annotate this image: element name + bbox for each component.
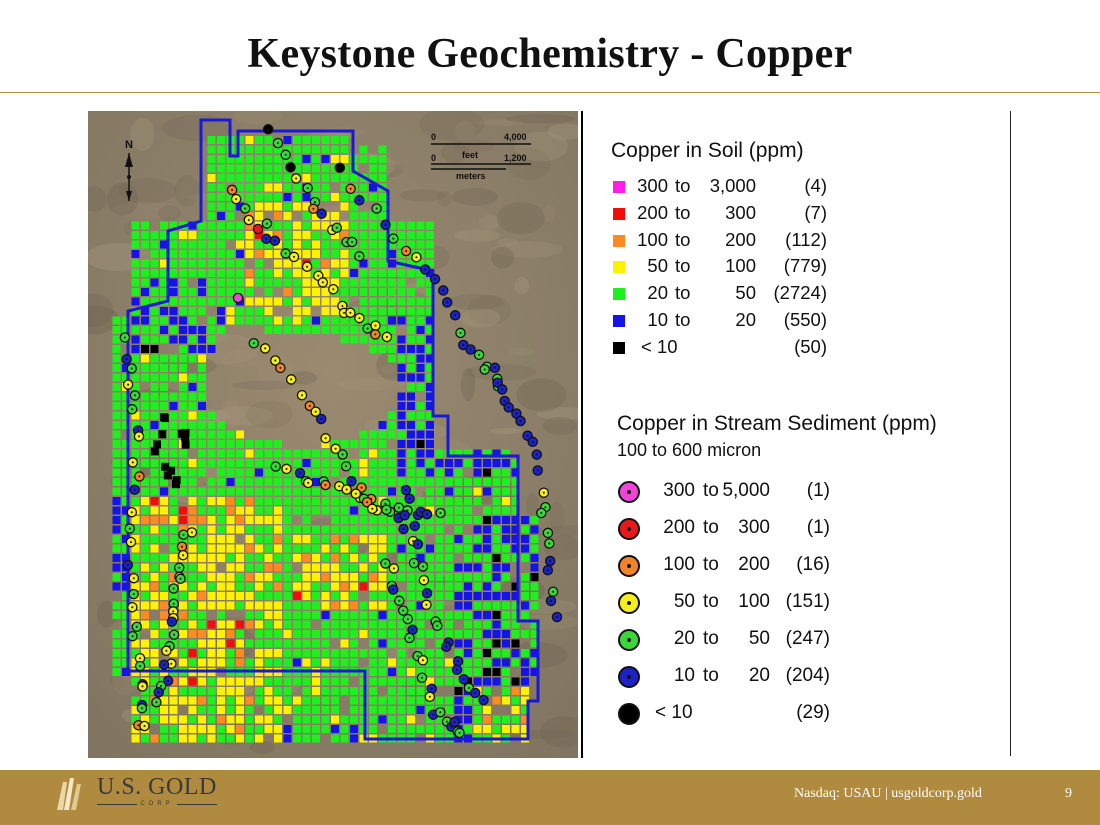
page-number: 9 [1065, 786, 1072, 801]
soil-legend-row: 100 to 200 (112) [583, 229, 1010, 253]
soil-legend-row: 20 to 50 (2724) [583, 282, 1010, 306]
soil-legend-title: Copper in Soil (ppm) [611, 139, 804, 162]
geochemistry-map [88, 111, 578, 758]
soil-legend-row: < 10 (50) [583, 336, 1010, 360]
logo-sub: CORP [140, 801, 174, 807]
stream-marker-icon [617, 554, 641, 578]
gold-bars-icon [55, 776, 91, 812]
stream-marker-icon [617, 665, 641, 689]
stream-legend-row: 50 to 100 (151) [583, 591, 1010, 615]
svg-text:feet: feet [462, 150, 479, 160]
stream-legend-row: 20 to 50 (247) [583, 628, 1010, 652]
legend-panel [583, 111, 1011, 756]
soil-legend-row: 200 to 300 (7) [583, 202, 1010, 226]
stream-marker-icon [617, 517, 641, 541]
slide-title: Keystone Geochemistry - Copper [247, 31, 853, 77]
soil-legend-row: 10 to 20 (550) [583, 309, 1010, 333]
north-label: N [125, 139, 133, 151]
svg-text:0: 0 [431, 153, 437, 163]
stream-marker-icon [617, 702, 641, 726]
stream-legend-row: < 10 (29) [583, 702, 1010, 726]
stream-marker-icon [617, 591, 641, 615]
svg-text:0: 0 [431, 132, 437, 142]
soil-swatch [613, 342, 625, 354]
stream-legend-row: 200 to 300 (1) [583, 517, 1010, 541]
soil-legend-row: 50 to 100 (779) [583, 255, 1010, 279]
footer-bar [0, 770, 1100, 825]
stream-legend-row: 100 to 200 (16) [583, 554, 1010, 578]
svg-text:4,000: 4,000 [504, 132, 527, 142]
stream-marker-icon [617, 480, 641, 504]
svg-text:meters: meters [456, 171, 486, 181]
stream-legend-title: Copper in Stream Sediment (ppm) [617, 412, 937, 435]
stream-legend-subtitle: 100 to 600 micron [617, 440, 762, 460]
logo-rule-right [177, 804, 217, 805]
map-canvas [88, 111, 578, 758]
title-divider [0, 92, 1100, 93]
stream-marker-icon [617, 628, 641, 652]
stream-legend-row: 10 to 20 (204) [583, 665, 1010, 689]
logo-name: U.S. GOLD [97, 774, 217, 800]
footer-ticker: Nasdaq: USAU | usgoldcorp.gold [794, 786, 982, 801]
svg-text:1,200: 1,200 [504, 153, 527, 163]
soil-legend-row: 300 to 3,000 (4) [583, 175, 1010, 199]
stream-legend-row: 300 to 5,000 (1) [583, 480, 1010, 504]
